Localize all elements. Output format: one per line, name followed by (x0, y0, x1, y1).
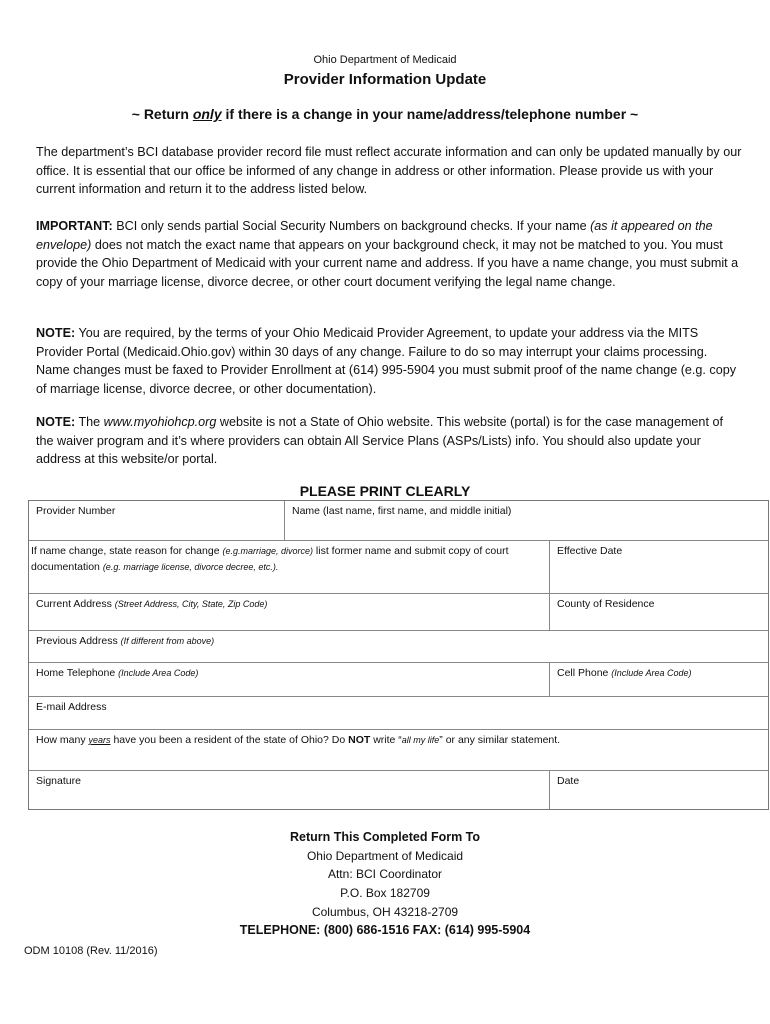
form-row-signature (29, 770, 768, 809)
agency-name: Ohio Department of Medicaid (313, 54, 457, 66)
note-label-2: NOTE: (36, 415, 76, 429)
intro-paragraph: The department’s BCI database provider record file must reflect accurate information and can only be updated manually by our office. It is essential that our office be informed of any change in address or other information. Please provide us with your current information and return it to the address listed below. (36, 145, 742, 197)
form-id: ODM 10108 (Rev. 11/2016) (24, 945, 158, 957)
subtitle-emphasis: only (192, 106, 222, 122)
subtitle-post: if there is a change in your name/address/telephone number ~ (221, 106, 639, 122)
return-phone-fax: TELEPHONE: (800) 686-1516 FAX: (614) 995-5904 (239, 923, 531, 937)
form-row-current-address (29, 593, 768, 631)
important-paragraph (36, 217, 742, 291)
form-subtitle (0, 106, 770, 122)
return-line-2: Attn: BCI Coordinator (327, 867, 443, 881)
subtitle-pre: ~ Return (131, 106, 193, 122)
form-row-name-change (29, 540, 768, 594)
important-text-a: BCI only sends partial Social Security Numbers on background checks. If your name (112, 219, 591, 233)
form-row-email (29, 696, 768, 730)
name-change-em-1: (e.g.marriage, divorce) (222, 546, 314, 556)
residency-em: all my life (401, 735, 440, 745)
cell-phone-hint: (Include Area Code) (611, 668, 692, 678)
residency-text-b: have you been a resident of the state of Ohio? Do (110, 734, 349, 746)
print-clearly-heading: PLEASE PRINT CLEARLY (299, 483, 471, 499)
provider-number-field[interactable]: Provider Number (36, 505, 116, 517)
note-label-1: NOTE: (36, 326, 76, 340)
note-text-2a: The (75, 415, 104, 429)
county-field[interactable]: County of Residence (549, 594, 768, 631)
cell-phone-field[interactable] (549, 663, 768, 697)
return-line-3: P.O. Box 182709 (340, 886, 430, 900)
name-change-text-b: list former name and submit copy of court documentation (31, 545, 509, 573)
return-line-1: Ohio Department of Medicaid (306, 849, 464, 863)
return-title: Return This Completed Form To (289, 830, 481, 844)
residency-text-a: How many (36, 734, 89, 746)
important-text-b: does not match the exact name that appears on your background check, it may not be matched to you. You must provide the Ohio Department of Medicaid with your current name and address. If you have a name change, you must submit a copy of your marriage license, divorce decree, or other court document verifying the legal name change. (36, 237, 739, 289)
note-paragraph-1 (36, 324, 742, 398)
current-address-label: Current Address (36, 598, 115, 610)
home-phone-field[interactable] (29, 663, 549, 697)
form-row-phones (29, 662, 768, 697)
cell-phone-label: Cell Phone (557, 667, 612, 679)
provider-info-form (28, 500, 769, 810)
form-row-provider (29, 501, 768, 540)
name-change-field[interactable] (29, 541, 549, 594)
current-address-hint: (Street Address, City, State, Zip Code) (114, 599, 268, 609)
current-address-field[interactable] (29, 594, 549, 631)
previous-address-label: Previous Address (36, 635, 121, 647)
name-change-em-2: (e.g. marriage license, divorce decree, etc.). (102, 562, 279, 572)
effective-date-field[interactable]: Effective Date (549, 541, 768, 594)
date-field[interactable]: Date (549, 771, 768, 809)
signature-field[interactable]: Signature (36, 775, 81, 787)
residency-not: NOT (348, 734, 371, 746)
important-label: IMPORTANT: (36, 219, 113, 233)
important-text-em: (as it appeared on the envelope) (36, 219, 713, 252)
note-text-2b: website is not a State of Ohio website. This website (portal) is for the case management of the waiver program and it’s where providers can obtain All Service Plans (ASPs/Lists) info. You should also update your address at this website/or portal. (36, 415, 723, 467)
form-row-previous-address (29, 630, 768, 663)
name-field[interactable]: Name (last name, first name, and middle initial) (284, 501, 768, 540)
residency-text-c: write “ (370, 734, 402, 746)
previous-address-hint: (If different from above) (120, 636, 215, 646)
note-paragraph-2 (36, 413, 742, 469)
residency-text-d: ” or any similar statement. (439, 734, 561, 746)
note-text-1: You are required, by the terms of your Ohio Medicaid Provider Agreement, to update your address via the MITS Provider Portal (Medicaid.Ohio.gov) within 30 days of any change. Failure to do so may interrupt your claims processing. Name changes must be faxed to Provider Enrollment at (614) 995-5904 you must submit proof of the name change (e.g. copy of marriage license, divorce decree, or other documentation). (36, 326, 737, 396)
return-line-4: Columbus, OH 43218-2709 (311, 905, 459, 919)
note-website: www.myohiohcp.org (103, 415, 217, 429)
form-row-residency (29, 729, 768, 771)
previous-address-field[interactable] (29, 631, 768, 663)
residency-years: years (88, 735, 111, 745)
home-phone-hint: (Include Area Code) (118, 668, 199, 678)
name-change-text-a: If name change, state reason for change (31, 545, 223, 557)
home-phone-label: Home Telephone (36, 667, 119, 679)
form-title: Provider Information Update (283, 71, 487, 88)
residency-field[interactable] (29, 730, 768, 771)
email-field[interactable]: E-mail Address (36, 701, 107, 713)
